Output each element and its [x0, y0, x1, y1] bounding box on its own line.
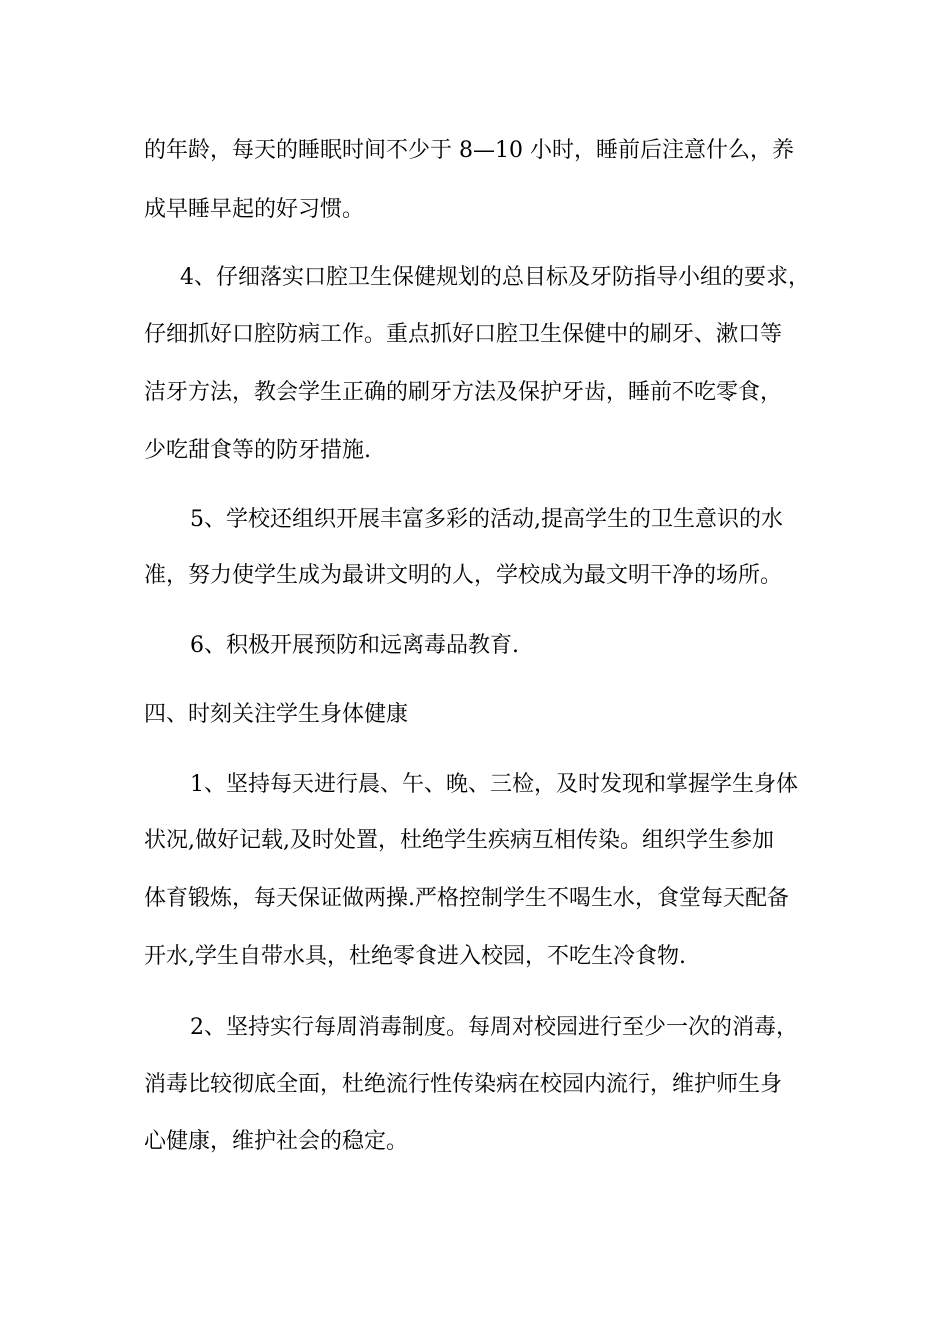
paragraph-line: 的年龄，每天的睡眠时间不少于 8—10 小时，睡前后注意什么，养 [144, 138, 794, 163]
paragraph-line: 准，努力使学生成为最讲文明的人，学校成为最文明干净的场所。 [144, 563, 783, 588]
paragraph-line: 消毒比较彻底全面，杜绝流行性传染病在校园内流行，维护师生身 [144, 1072, 783, 1097]
paragraph-line: 6、积极开展预防和远离毒品教育. [190, 633, 519, 658]
section-heading: 四、时刻关注学生身体健康 [144, 702, 409, 727]
paragraph-line: 仔细抓好口腔防病工作。重点抓好口腔卫生保健中的刷牙、漱口等 [144, 322, 783, 347]
paragraph-line: 4、仔细落实口腔卫生保健规划的总目标及牙防指导小组的要求， [180, 265, 810, 290]
paragraph-line: 心健康，维护社会的稳定。 [144, 1129, 409, 1154]
paragraph-line: 成早睡早起的好习惯。 [144, 197, 365, 222]
paragraph-line: 洁牙方法，教会学生正确的刷牙方法及保护牙齿，睡前不吃零食， [144, 380, 783, 405]
paragraph-line: 2、坚持实行每周消毒制度。每周对校园进行至少一次的消毒， [190, 1015, 798, 1040]
paragraph-line: 少吃甜食等的防牙措施. [144, 438, 371, 463]
paragraph-line: 开水,学生自带水具，杜绝零食进入校园，不吃生冷食物. [144, 944, 686, 969]
paragraph-line: 1、坚持每天进行晨、午、晚、三检，及时发现和掌握学生身体 [190, 772, 798, 797]
paragraph-line: 状况,做好记载,及时处置，杜绝学生疾病互相传染。组织学生参加 [144, 828, 774, 853]
paragraph-line: 体育锻炼，每天保证做两操.严格控制学生不喝生水，食堂每天配备 [144, 886, 789, 911]
paragraph-line: 5、学校还组织开展丰富多彩的活动,提高学生的卫生意识的水 [190, 507, 783, 532]
